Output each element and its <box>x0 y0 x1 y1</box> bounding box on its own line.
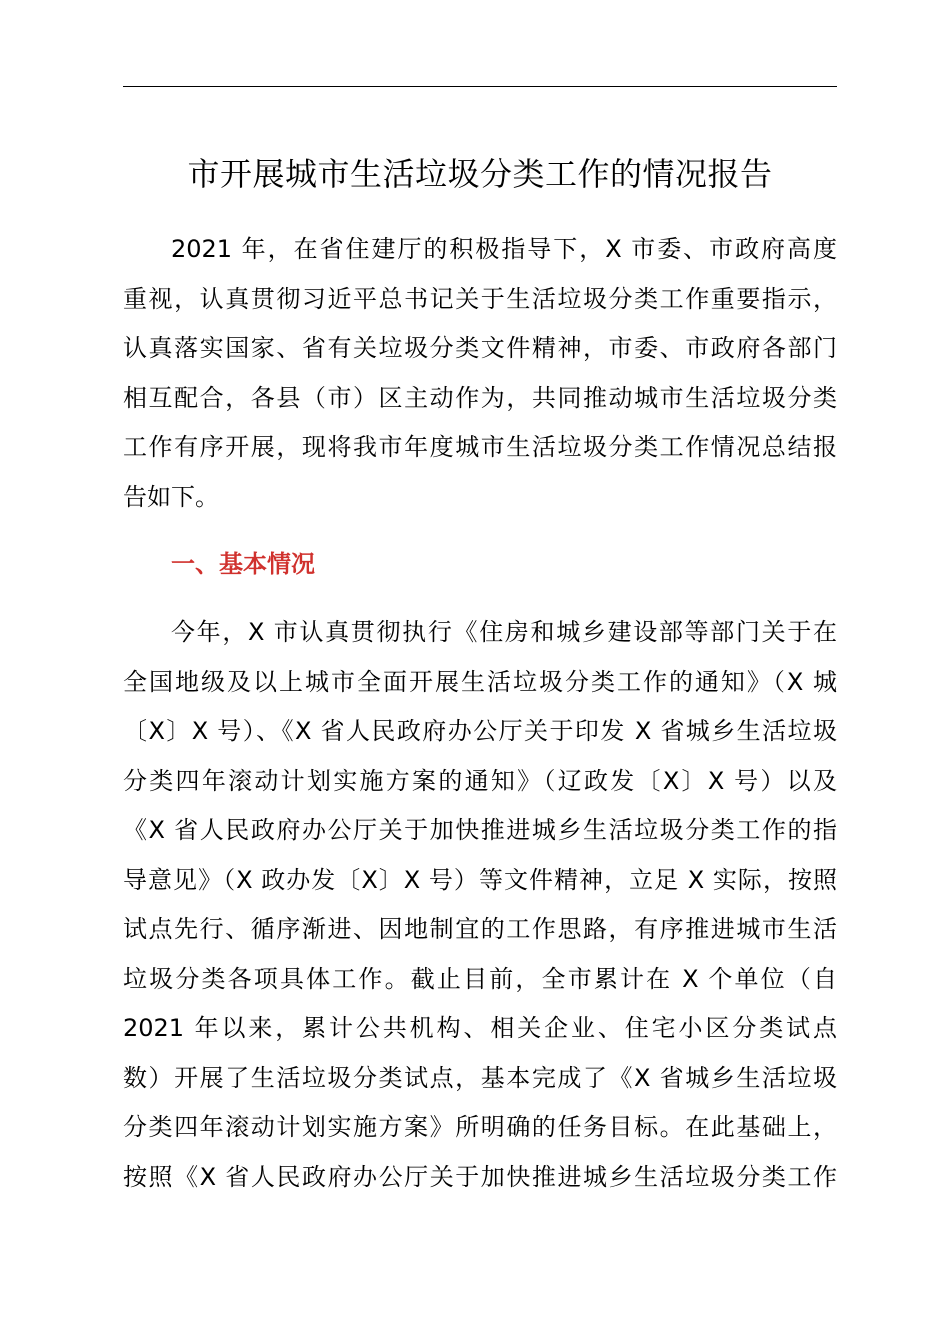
paragraph-line: 《X 省人民政府办公厅关于加快推进城乡生活垃圾分类工作的指 <box>123 816 837 844</box>
paragraph-line: 分类四年滚动计划实施方案的通知》（辽政发〔X〕X 号）以及 <box>123 766 837 795</box>
paragraph-line: 〔X〕X 号）、《X 省人民政府办公厅关于印发 X 省城乡生活垃圾 <box>123 717 837 745</box>
paragraph-line: 今年，X 市认真贯彻执行《住房和城乡建设部等部门关于在 <box>171 618 837 646</box>
paragraph-line: 分类四年滚动计划实施方案》所明确的任务目标。在此基础上， <box>123 1113 837 1141</box>
paragraph-line: 工作有序开展，现将我市年度城市生活垃圾分类工作情况总结报 <box>123 433 837 461</box>
paragraph-line: 按照《X 省人民政府办公厅关于加快推进城乡生活垃圾分类工作 <box>123 1162 837 1191</box>
paragraph-line: 重视，认真贯彻习近平总书记关于生活垃圾分类工作重要指示， <box>123 284 837 313</box>
section-heading-basic-situation: 一、基本情况 <box>171 550 315 578</box>
paragraph-line: 试点先行、循序渐进、因地制宜的工作思路，有序推进城市生活 <box>123 915 837 943</box>
paragraph-line: 数）开展了生活垃圾分类试点，基本完成了《X 省城乡生活垃圾 <box>123 1063 837 1092</box>
paragraph-line: 认真落实国家、省有关垃圾分类文件精神，市委、市政府各部门 <box>123 334 837 362</box>
paragraph-line: 相互配合，各县（市）区主动作为，共同推动城市生活垃圾分类 <box>123 383 837 412</box>
paragraph-line: 全国地级及以上城市全面开展生活垃圾分类工作的通知》（X 城 <box>123 667 837 696</box>
intro-paragraph <box>123 225 837 522</box>
paragraph-line: 告如下。 <box>123 482 219 511</box>
header-rule <box>123 86 837 87</box>
document-title: 市开展城市生活垃圾分类工作的情况报告 <box>187 155 773 193</box>
paragraph-line: 垃圾分类各项具体工作。截止目前，全市累计在 X 个单位（自 <box>123 964 837 993</box>
basic-situation-paragraph <box>123 608 837 1202</box>
paragraph-line: 导意见》（X 政办发〔X〕X 号）等文件精神，立足 X 实际，按照 <box>123 865 837 894</box>
paragraph-line: 2021 年，在省住建厅的积极指导下，X 市委、市政府高度 <box>171 235 837 263</box>
paragraph-line: 2021 年以来，累计公共机构、相关企业、住宅小区分类试点 <box>123 1014 837 1042</box>
